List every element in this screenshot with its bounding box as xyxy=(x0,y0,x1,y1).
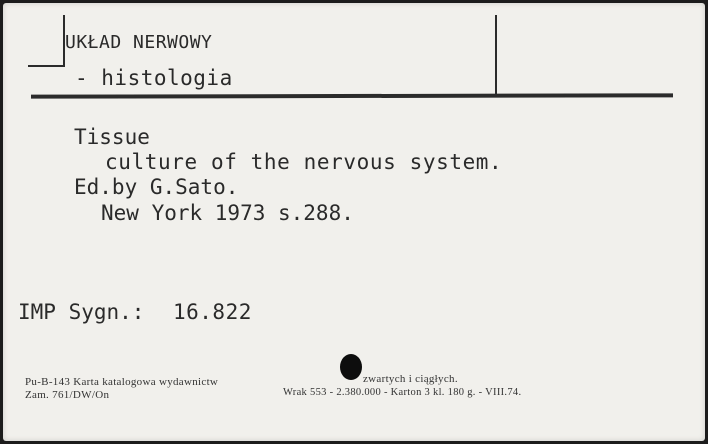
signature-value: 16.822 xyxy=(173,300,252,324)
subject-subheading: - histologia xyxy=(75,66,233,90)
header-divider xyxy=(495,15,497,95)
bracket-horizontal-line xyxy=(28,65,65,67)
header-rule xyxy=(31,93,673,98)
footer-line-2a: Zam. 761/DW/On xyxy=(25,389,110,401)
catalog-card xyxy=(3,3,705,441)
footer-line-2b: Wrak 553 - 2.380.000 - Karton 3 kl. 180 g. - VIII.74. xyxy=(283,387,522,398)
entry-subtitle-line: culture of the nervous system. xyxy=(105,150,503,174)
entry-imprint-line: New York 1973 s.288. xyxy=(101,201,354,225)
subject-heading: UKŁAD NERWOWY xyxy=(65,32,213,53)
footer-line-1b: zwartych i ciągłych. xyxy=(363,373,458,385)
signature-label: IMP Sygn.: xyxy=(18,300,145,324)
punch-hole xyxy=(340,354,362,380)
entry-title-line: Tissue xyxy=(74,125,150,149)
entry-editor-line: Ed.by G.Sato. xyxy=(74,175,239,199)
footer-line-1a: Pu-B-143 Karta katalogowa wydawnictw xyxy=(25,376,219,388)
